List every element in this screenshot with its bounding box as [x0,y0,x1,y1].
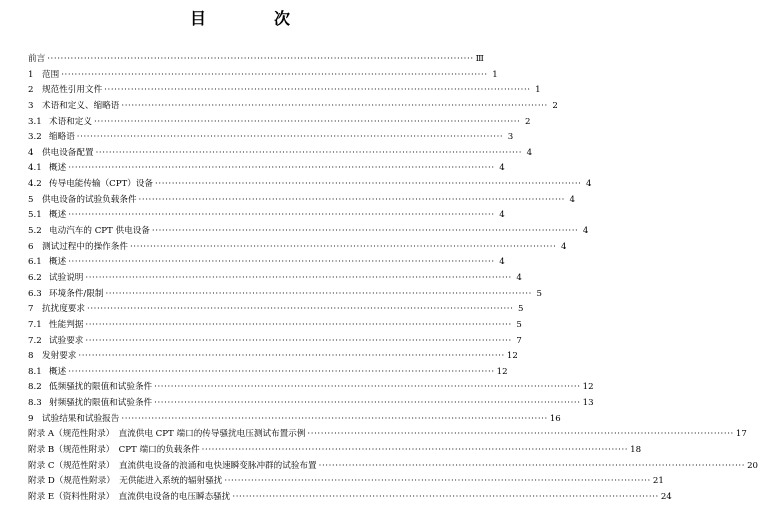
toc-entry-title: 附录 E（资料性附录） 直流供电设备的电压瞬态骚扰 [28,491,231,502]
toc-entry-page: 4 [560,241,567,252]
toc-entry-title: 抗扰度要求 [42,304,85,315]
toc-entry-number: 5.1 [28,210,42,221]
dot-leader [68,161,494,177]
toc-entry[interactable] [28,271,522,287]
toc-entry-number: 2 [28,85,34,96]
toc-entry[interactable] [28,474,664,490]
toc-entry-number: 7 [28,304,34,315]
toc-entry-title: 低频骚扰的限值和试验条件 [49,382,153,393]
toc-entry[interactable] [28,240,567,256]
toc-entry-title: 前言 [28,54,46,64]
dot-leader [78,349,504,365]
toc-entry-title: 射频骚扰的限值和试验条件 [49,398,153,409]
dot-leader [85,334,511,350]
toc-entry-title: 附录 B（规范性附录） CPT 端口的负载条件 [28,445,200,456]
dot-leader [94,115,520,131]
dot-leader [87,302,513,318]
dot-leader [202,443,628,459]
toc-entry[interactable] [28,83,541,99]
toc-entry-title: 术语和定义、缩略语 [42,100,120,111]
toc-entry-page: 2 [524,116,531,127]
toc-entry-number: 5 [28,194,34,205]
toc-entry-title: 附录 D（规范性附录） 无供能进入系统的辐射骚扰 [28,476,223,487]
toc-entry-title: 附录 A（规范性附录） 直流供电 CPT 端口的传导骚扰电压测试布置示例 [28,429,306,440]
toc-entry-number: 5.2 [28,226,42,237]
toc-entry-title: 试验结果和试验报告 [42,413,120,424]
dot-leader [121,412,547,428]
toc-entry-title: 概述 [49,210,67,221]
toc-entry[interactable] [28,68,498,84]
toc-entry[interactable] [28,302,524,318]
toc-entry-page: 16 [549,413,561,424]
toc-entry-number: 4 [28,147,34,158]
toc-entry-page: 7 [516,335,522,346]
toc-entry[interactable] [28,443,642,459]
toc-entry-page: 4 [516,272,522,283]
dot-leader [68,208,494,224]
toc-entry[interactable] [28,99,558,115]
dot-leader [139,193,565,209]
toc-entry-title: 传导电能传输（CPT）设备 [49,179,154,190]
toc-entry-number: 1 [28,69,34,80]
toc-entry[interactable] [28,146,533,162]
toc-entry-page: 4 [499,210,505,221]
toc-entry[interactable] [28,52,484,68]
toc-entry-number: 4.1 [28,163,42,174]
toc-entry-page: 5 [517,304,524,315]
toc-entry[interactable] [28,318,522,334]
toc-entry-page: 5 [516,319,522,330]
toc-entry-title: 附录 C（规范性附录） 直流供电设备的浪涌和电快速瞬变脉冲群的试验布置 [28,460,317,471]
toc-entry-page: 4 [582,226,589,237]
toc-entry-page: 4 [526,147,533,158]
toc-entry-page: 12 [582,382,594,393]
toc-entry-title: 供电设备的试验负载条件 [42,194,137,205]
toc-entry-page: 1 [535,85,541,96]
toc-entry[interactable] [28,490,672,506]
toc-entry-page: 21 [652,476,664,487]
toc-entry[interactable] [28,208,505,224]
toc-entry-title: 性能判据 [49,319,84,330]
toc-entry-page: 5 [536,288,542,299]
toc-entry-number: 4.2 [28,179,42,190]
toc-entry-page: 24 [660,491,672,502]
dot-leader [85,271,511,287]
toc-entry[interactable] [28,193,576,209]
toc-entry[interactable] [28,412,561,428]
toc-entry-number: 8.3 [28,398,42,409]
dot-leader [85,318,511,334]
toc-entry[interactable] [28,287,542,303]
toc-entry-number: 3.1 [28,116,42,127]
dot-leader [61,68,487,84]
toc-entry-number: 7.1 [28,319,42,330]
dot-leader [105,287,531,303]
dot-leader [68,365,494,381]
toc-entry-page: 4 [499,163,505,174]
toc-entry-number: 6.3 [28,288,42,299]
toc-entry-page: 4 [569,194,576,205]
dot-leader [224,474,650,490]
toc-entry[interactable] [28,161,505,177]
toc-entry-title: 电动汽车的 CPT 供电设备 [49,226,150,237]
toc-entry-title: 测试过程中的操作条件 [42,241,128,252]
toc-entry-title: 概述 [49,163,67,174]
toc-entry-page: 12 [506,351,518,362]
dot-leader [154,396,580,412]
toc-entry[interactable] [28,115,531,131]
dot-leader [154,380,580,396]
toc-entry-number: 8.2 [28,382,42,393]
toc-entry-number: 6.1 [28,257,42,268]
toc-entry-number: 8.1 [28,366,42,377]
toc-entry-title: 试验要求 [49,335,84,346]
dot-leader [155,177,581,193]
toc-entry-title: 发射要求 [42,351,77,362]
toc-entry[interactable] [28,427,747,443]
toc-entry-page: 2 [552,100,558,111]
toc-entry[interactable] [28,130,514,146]
dot-leader [307,427,733,443]
dot-leader [152,224,578,240]
toc-entry-page: 12 [496,366,508,377]
toc-entry-page: Ⅲ [475,54,484,64]
toc-entry-title: 概述 [49,366,67,377]
toc-entry-page: 1 [492,69,498,80]
toc-entry-title: 规范性引用文件 [42,85,103,96]
toc-entry[interactable] [28,177,592,193]
page-title: 目 次 [189,9,316,28]
dot-leader [130,240,556,256]
toc-entry-page: 18 [630,445,642,456]
toc-entry-number: 6 [28,241,34,252]
toc-entry-number: 9 [28,413,34,424]
toc-entry[interactable] [28,459,758,475]
dot-leader [319,459,745,475]
dot-leader [104,83,530,99]
toc-entry[interactable] [28,380,594,396]
toc-entry-number: 8 [28,351,34,362]
toc-entry-title: 供电设备配置 [42,147,94,158]
toc-entry-title: 范围 [42,69,60,80]
dot-leader [232,490,658,506]
dot-leader [121,99,547,115]
toc-entry-page: 13 [582,398,594,409]
toc-entry-number: 7.2 [28,335,42,346]
dot-leader [96,146,522,162]
table-of-contents [28,52,758,506]
toc-entry-title: 缩略语 [49,132,75,143]
toc-entry-page: 4 [499,257,505,268]
dot-leader [47,52,473,68]
toc-entry-title: 试验说明 [49,272,84,283]
dot-leader [77,130,503,146]
toc-entry-title: 术语和定义 [49,116,92,127]
toc-entry-number: 3 [28,100,34,111]
toc-entry-title: 环境条件/限制 [49,288,104,299]
toc-entry-number: 3.2 [28,132,42,143]
toc-entry-page: 3 [507,132,514,143]
toc-entry-title: 概述 [49,257,67,268]
toc-entry-number: 6.2 [28,272,42,283]
toc-entry[interactable] [28,334,522,350]
toc-entry[interactable] [28,224,589,240]
toc-entry[interactable] [28,365,508,381]
toc-entry[interactable] [28,255,505,271]
toc-entry-page: 4 [586,179,592,190]
toc-entry[interactable] [28,396,594,412]
toc-entry[interactable] [28,349,518,365]
dot-leader [68,255,494,271]
toc-entry-page: 20 [747,460,758,471]
toc-entry-page: 17 [735,429,747,440]
